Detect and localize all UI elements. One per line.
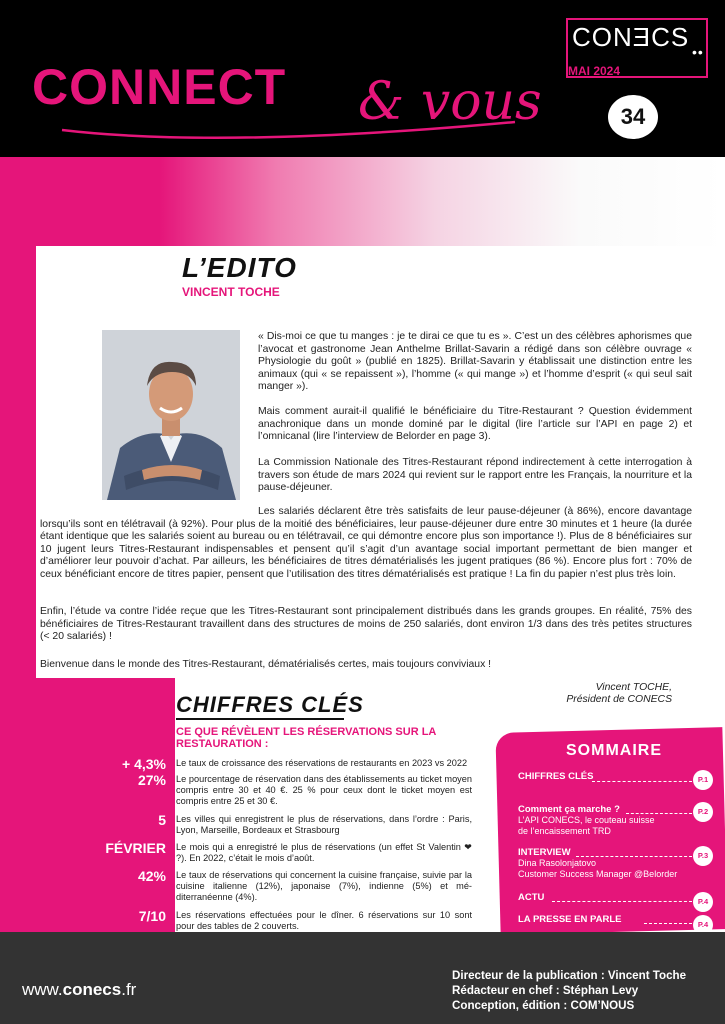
dotted-leader [626, 813, 692, 814]
key-figure-text: Le pourcentage de réservation dans des établissements au ticket moyen compris entre 30 et 40 €. 25 % pour ceux dont le ticket moyen est compris entre 25 et 30 €. [176, 774, 472, 807]
key-figure-text: Le mois qui a enregistré le plus de réservations (un effet St Valentin ❤ ?). En 2022, c’était le mois d’août. [176, 842, 472, 864]
edito-paragraph-6: Bienvenue dans le monde des Titres-Restaurant, dématérialisés certes, mais toujours conviviaux ! [40, 659, 492, 670]
title-swoosh-icon [60, 118, 520, 142]
key-figure-value: FÉVRIER [105, 840, 166, 856]
signature-name: Vincent TOCHE, [595, 682, 672, 693]
chiffres-title: CHIFFRES CLÉS [176, 692, 364, 717]
dotted-leader [576, 856, 692, 857]
dotted-leader [592, 781, 692, 782]
page-badge[interactable]: P.4 [693, 915, 713, 935]
chiffres-subtitle: CE QUE RÉVÈLENT LES RÉSERVATIONS SUR LA RESTAURATION : [176, 726, 436, 750]
key-figure-value: 27% [137, 772, 166, 788]
sommaire-item-interview[interactable]: INTERVIEW [518, 847, 571, 858]
portrait-drawing [102, 330, 240, 500]
edito-paragraph-3: La Commission Nationale des Titres-Restaurant répond indirectement à cette interrogation à travers son étude de mars 2024 qui revient sur le rapport entre les Français, la nourriture et la pause-déjeuner. [258, 457, 692, 494]
sommaire-item-comment[interactable]: Comment ça marche ? [518, 804, 620, 815]
key-figure-text: Le taux de réservations qui concernent la cuisine française, suivie par la cuisine italienne (12%), japonaise (7%), indienne (5%) et mé-diterranéenne (4%). [176, 870, 472, 903]
signature [520, 682, 672, 706]
gradient-band [0, 157, 725, 247]
website-link[interactable] [22, 980, 136, 1000]
edito-paragraph-1: « Dis-moi ce que tu manges : je te dirai ce que tu es ». C’est un des célèbres aphorismes que l’avocat et gastronome Jean Anthelme Brillat-Savarin a rédigé dans son célèbre ouvrage « Physiologie du goût » (publié en 1825). Brillat-Savarin y établissait une distinction entre les animaux (qui « se repaissent »), l’homme (« qui mange ») et l’homme d’esprit (« qui seul sait manger »). [258, 331, 692, 393]
edito-paragraph-5: Enfin, l’étude va contre l’idée reçue que les Titres-Restaurant sont principalement distribués dans les grands groupes. En réalité, 75% des bénéficiaires de Titres-Restaurant travaillent dans des structures de moins de 250 salariés, dont environ 1/3 dans des très petites structures (< 20 salariés) ! [40, 606, 692, 643]
website-prefix: www. [22, 980, 63, 999]
key-figure-value: 7/10 [138, 908, 166, 924]
conecs-logo: CONƎCS [572, 22, 690, 52]
credit-director: Directeur de la publication : Vincent Toche [452, 969, 687, 982]
page-badge[interactable]: P.3 [693, 846, 713, 866]
dotted-leader [552, 901, 692, 902]
edito-paragraph-4: Les salariés déclarent être très satisfaits de leur pause-déjeuner (à 86%), encore davantage lorsqu’ils sont en télétravail (à 92%). Pour plus de la moitié des bénéficiaires, leur pause-déjeuner dure entre 30 minutes et 1 heure (la durée étant identique que les salariés soient au bureau ou en télétravail, ce qui démontre encore plus son importance !). Plus de 8 bénéficiaires sur 10 jugent leurs Titres-Restaurant indispensables et pensent qu’il s’agit d’un avantage social important permettant de bien manger et d’améliorer leur pouvoir d’achat. Par ailleurs, les bénéficiaires de titres dématérialisés les jugent pratiques (86 %). Encore plus fort : 70% de ceux bénéficiant encore de titres papier, pensent que l’utilisation des titres dématérialisés est pratique ! La fin du papier n’est plus très loin. [40, 506, 692, 580]
newsletter-title-script: & vous [358, 72, 542, 132]
sommaire-item-actu[interactable]: ACTU [518, 892, 545, 903]
credit-editor: Rédacteur en chef : Stéphan Levy [452, 984, 639, 997]
issue-number: 34 [608, 95, 658, 139]
key-figure-value: + 4,3% [122, 756, 166, 772]
sommaire-sub: Dina Rasolonjatovo [518, 858, 597, 868]
key-figure-text: Les réservations effectuées pour le dîner. 6 réservations sur 10 sont pour des tables de 2 couverts. [176, 910, 472, 932]
key-figure-value: 5 [158, 812, 166, 828]
sommaire-title: SOMMAIRE [566, 742, 662, 759]
page-badge[interactable]: P.4 [693, 892, 713, 912]
page-badge[interactable]: P.2 [693, 802, 713, 822]
chiffres-underline [176, 718, 344, 720]
credit-design: Conception, édition : COM’NOUS [452, 999, 635, 1012]
credits [452, 968, 686, 1013]
newsletter-title: CONNECT [32, 59, 287, 115]
website-suffix: .fr [121, 980, 137, 999]
key-figure-text: Le taux de croissance des réservations de restaurants en 2023 vs 2022 [176, 758, 468, 768]
sommaire-item-chiffres[interactable]: CHIFFRES CLÉS [518, 771, 594, 782]
issue-date: MAI 2024 [568, 64, 621, 78]
sommaire-item-presse[interactable]: LA PRESSE EN PARLE [518, 914, 622, 925]
edito-title: L’EDITO [182, 252, 297, 283]
edito-author: VINCENT TOCHE [182, 285, 280, 299]
sommaire-sub: Customer Success Manager @Belorder [518, 869, 678, 879]
dotted-leader [644, 923, 692, 924]
signature-role: Président de CONECS [566, 694, 672, 705]
page-badge[interactable]: P.1 [693, 770, 713, 790]
website-domain: conecs [62, 980, 122, 999]
key-figure-text: Les villes qui enregistrent le plus de réservations, dans l’ordre : Paris, Lyon, Marseille, Bordeaux et Strasbourg [176, 814, 472, 836]
sommaire-sub: L’API CONECS, le couteau suisse [518, 815, 655, 825]
edito-paragraph-2: Mais comment aurait-il qualifié le bénéficiaire du Titre-Restaurant ? Question évidemment anachronique dans un monde dominé par le digital (lire l’article sur l’API en page 2) et l’omnicanal (lire l’interview de Belorder en page 3). [258, 406, 692, 443]
sommaire-sub: de l’encaissement TRD [518, 826, 611, 836]
logo-dots-icon: •• [692, 44, 704, 60]
key-figure-value: 42% [137, 868, 166, 884]
portrait-photo-icon [102, 330, 240, 500]
